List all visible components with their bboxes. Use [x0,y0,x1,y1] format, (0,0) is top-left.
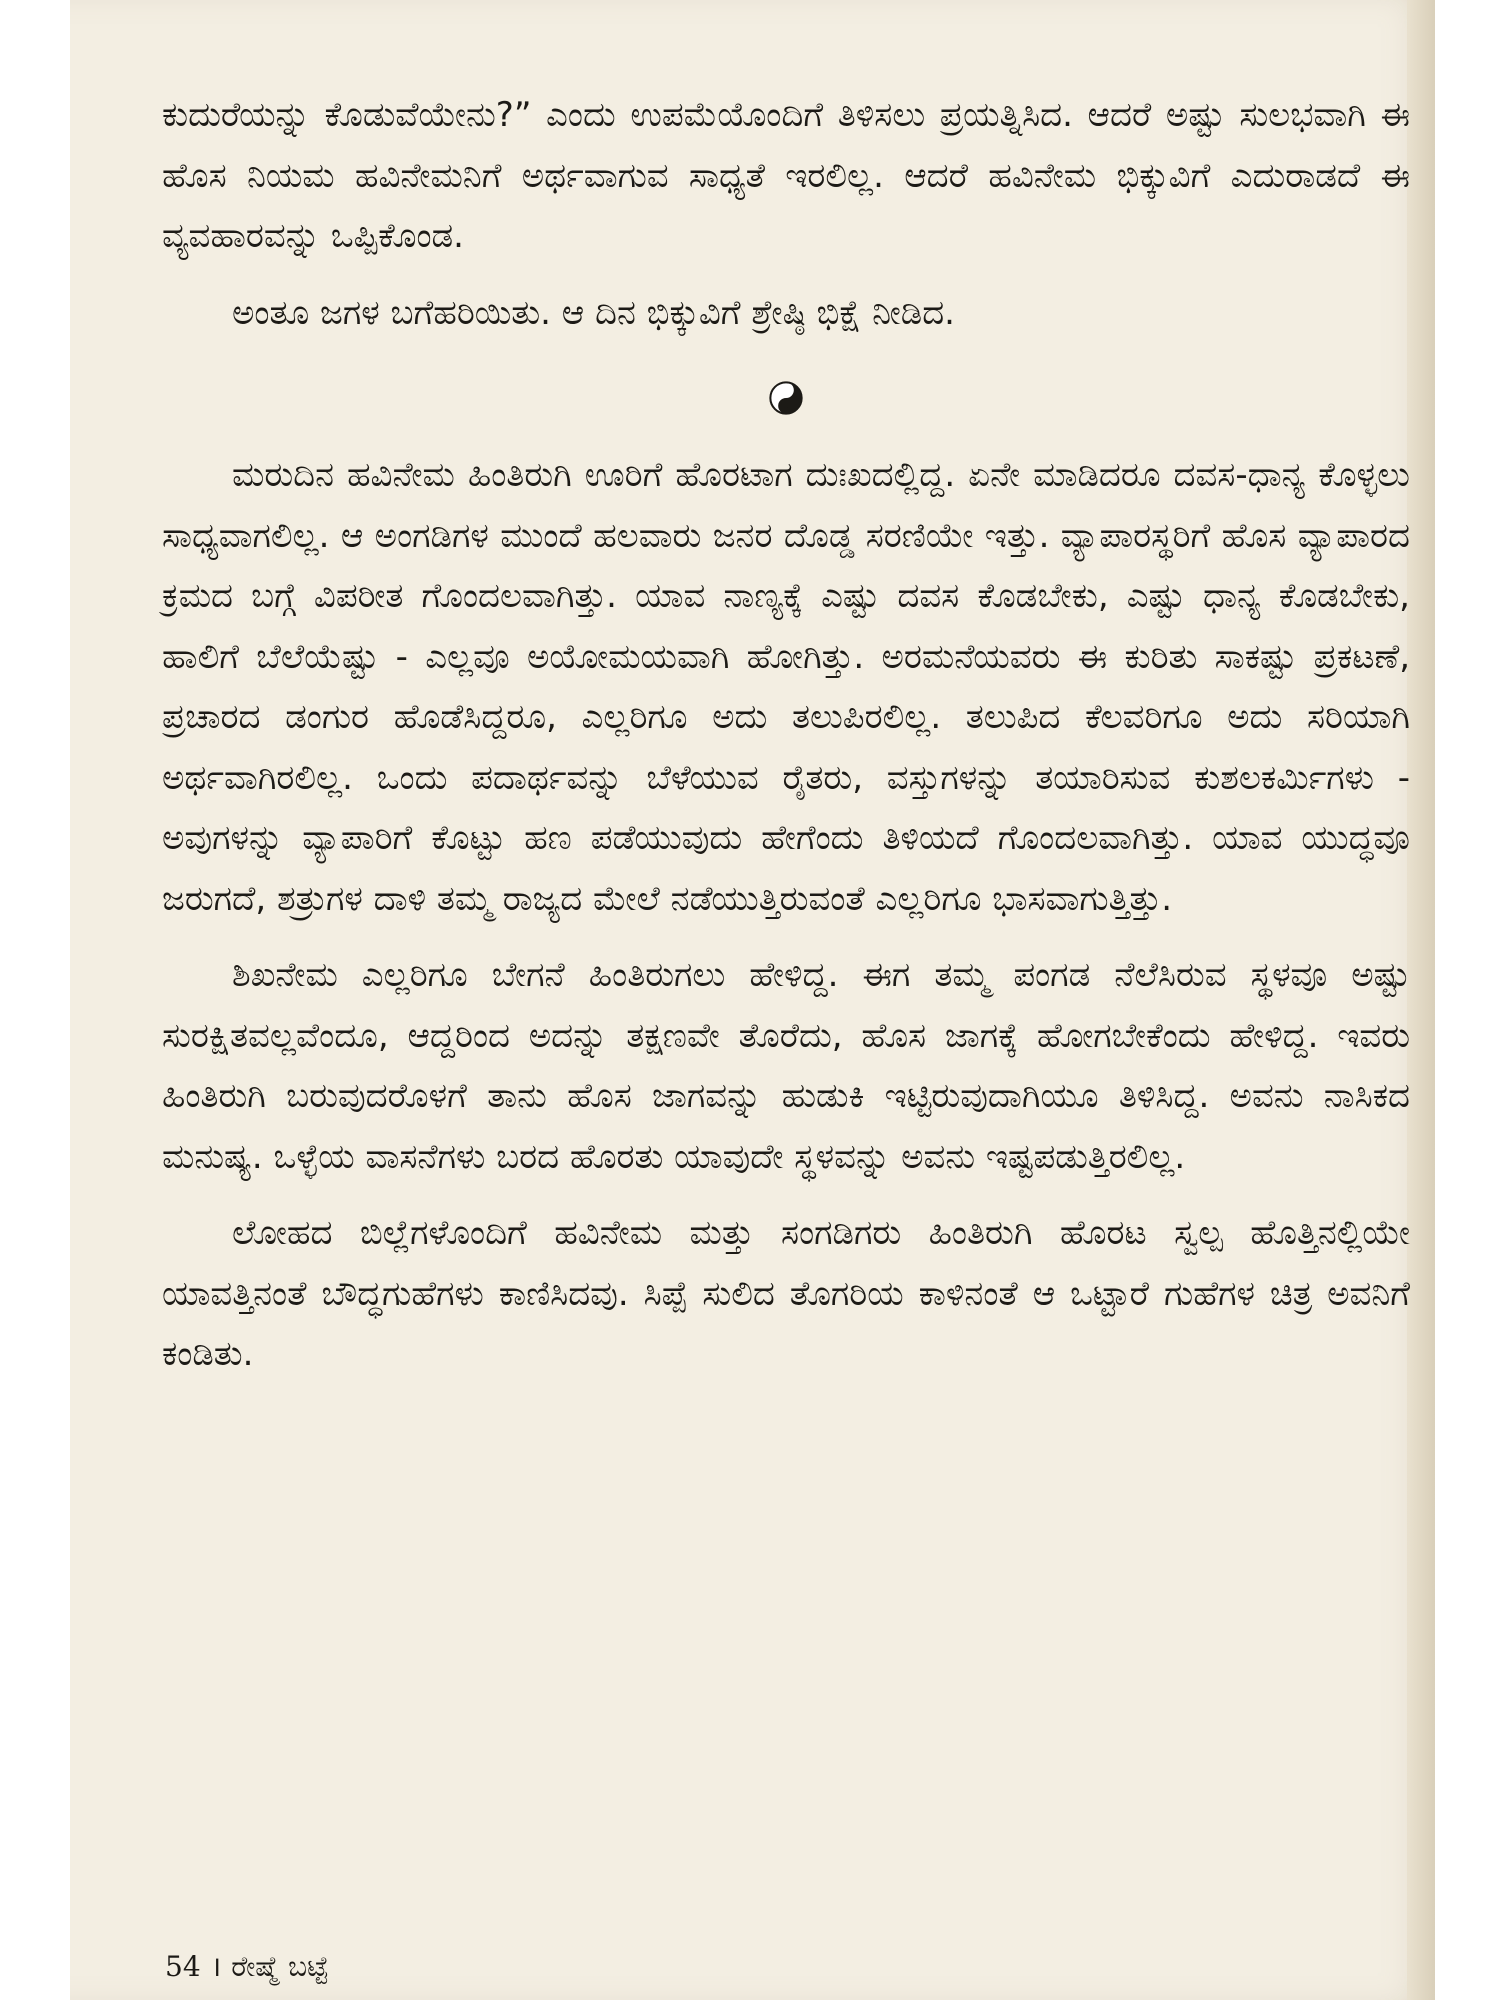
book-page [70,0,1435,2000]
page-number: 54 [165,1950,201,1983]
yin-yang-icon [769,381,803,415]
book-title: ರೇಷ್ಮೆ ಬಟ್ಟೆ [231,1950,329,1983]
footer-separator: । [210,1950,222,1983]
page-body [162,85,1410,1401]
paragraph-3: ಮರುದಿನ ಹವಿನೇಮ ಹಿಂತಿರುಗಿ ಊರಿಗೆ ಹೊರಟಾಗ ದುಃಖದಲ್ಲಿದ್ದ. ಏನೇ ಮಾಡಿದರೂ ದವಸ-ಧಾನ್ಯ ಕೊಳ್ಳಲು ಸಾಧ್ಯವಾಗಲಿಲ್ಲ. ಆ ಅಂಗಡಿಗಳ ಮುಂದೆ ಹಲವಾರು ಜನರ ದೊಡ್ಡ ಸರಣಿಯೇ ಇತ್ತು. ವ್ಯಾಪಾರಸ್ಥರಿಗೆ ಹೊಸ ವ್ಯಾಪಾರದ ಕ್ರಮದ ಬಗ್ಗೆ ವಿಪರೀತ ಗೊಂದಲವಾಗಿತ್ತು. ಯಾವ ನಾಣ್ಯಕ್ಕೆ ಎಷ್ಟು ದವಸ ಕೊಡಬೇಕು, ಎಷ್ಟು ಧಾನ್ಯ ಕೊಡಬೇಕು, ಹಾಲಿಗೆ ಬೆಲೆಯೆಷ್ಟು - ಎಲ್ಲವೂ ಅಯೋಮಯವಾಗಿ ಹೋಗಿತ್ತು. ಅರಮನೆಯವರು ಈ ಕುರಿತು ಸಾಕಷ್ಟು ಪ್ರಕಟಣೆ, ಪ್ರಚಾರದ ಡಂಗುರ ಹೊಡೆಸಿದ್ದರೂ, ಎಲ್ಲರಿಗೂ ಅದು ತಲುಪಿರಲಿಲ್ಲ. ತಲುಪಿದ ಕೆಲವರಿಗೂ ಅದು ಸರಿಯಾಗಿ ಅರ್ಥವಾಗಿರಲಿಲ್ಲ. ಒಂದು ಪದಾರ್ಥವನ್ನು ಬೆಳೆಯುವ ರೈತರು, ವಸ್ತುಗಳನ್ನು ತಯಾರಿಸುವ ಕುಶಲಕರ್ಮಿಗಳು - ಅವುಗಳನ್ನು ವ್ಯಾಪಾರಿಗೆ ಕೊಟ್ಟು ಹಣ ಪಡೆಯುವುದು ಹೇಗೆಂದು ತಿಳಿಯದೆ ಗೊಂದಲವಾಗಿತ್ತು. ಯಾವ ಯುದ್ಧವೂ ಜರುಗದೆ, ಶತ್ರುಗಳ ದಾಳಿ ತಮ್ಮ ರಾಜ್ಯದ ಮೇಲೆ ನಡೆಯುತ್ತಿರುವಂತೆ ಎಲ್ಲರಿಗೂ ಭಾಸವಾಗುತ್ತಿತ್ತು. [162,455,1410,919]
paragraph-2: ಅಂತೂ ಜಗಳ ಬಗೆಹರಿಯಿತು. ಆ ದಿನ ಭಿಕ್ಕುವಿಗೆ ಶ್ರೇಷ್ಠಿ ಭಿಕ್ಷೆ ನೀಡಿದ. [232,292,955,333]
paragraph-5: ಲೋಹದ ಬಿಲ್ಲೆಗಳೊಂದಿಗೆ ಹವಿನೇಮ ಮತ್ತು ಸಂಗಡಿಗರು ಹಿಂತಿರುಗಿ ಹೊರಟ ಸ್ವಲ್ಪ ಹೊತ್ತಿನಲ್ಲಿಯೇ ಯಾವತ್ತಿನಂತೆ ಬೌದ್ಧಗುಹೆಗಳು ಕಾಣಿಸಿದವು. ಸಿಪ್ಪೆ ಸುಲಿದ ತೊಗರಿಯ ಕಾಳಿನಂತೆ ಆ ಒಟ್ಟಾರೆ ಗುಹೆಗಳ ಚಿತ್ರ ಅವನಿಗೆ ಕಂಡಿತು. [162,1213,1410,1374]
paragraph-1: ಕುದುರೆಯನ್ನು ಕೊಡುವೆಯೇನು?” ಎಂದು ಉಪಮೆಯೊಂದಿಗೆ ತಿಳಿಸಲು ಪ್ರಯತ್ನಿಸಿದ. ಆದರೆ ಅಷ್ಟು ಸುಲಭವಾಗಿ ಈ ಹೊಸ ನಿಯಮ ಹವಿನೇಮನಿಗೆ ಅರ್ಥವಾಗುವ ಸಾಧ್ಯತೆ ಇರಲಿಲ್ಲ. ಆದರೆ ಹವಿನೇಮ ಭಿಕ್ಕುವಿಗೆ ಎದುರಾಡದೆ ಈ ವ್ಯವಹಾರವನ್ನು ಒಪ್ಪಿಕೊಂಡ. [162,95,1410,256]
section-divider [162,367,1410,437]
page-edge-shadow [1407,0,1435,2000]
page-footer [165,1950,329,1984]
paragraph-4: ಶಿಖನೇಮ ಎಲ್ಲರಿಗೂ ಬೇಗನೆ ಹಿಂತಿರುಗಲು ಹೇಳಿದ್ದ. ಈಗ ತಮ್ಮ ಪಂಗಡ ನೆಲೆಸಿರುವ ಸ್ಥಳವೂ ಅಷ್ಟು ಸುರಕ್ಷಿತವಲ್ಲವೆಂದೂ, ಆದ್ದರಿಂದ ಅದನ್ನು ತಕ್ಷಣವೇ ತೊರೆದು, ಹೊಸ ಜಾಗಕ್ಕೆ ಹೋಗಬೇಕೆಂದು ಹೇಳಿದ್ದ. ಇವರು ಹಿಂತಿರುಗಿ ಬರುವುದರೊಳಗೆ ತಾನು ಹೊಸ ಜಾಗವನ್ನು ಹುಡುಕಿ ಇಟ್ಟಿರುವುದಾಗಿಯೂ ತಿಳಿಸಿದ್ದ. ಅವನು ನಾಸಿಕದ ಮನುಷ್ಯ. ಒಳ್ಳೆಯ ವಾಸನೆಗಳು ಬರದ ಹೊರತು ಯಾವುದೇ ಸ್ಥಳವನ್ನು ಅವನು ಇಷ್ಟಪಡುತ್ತಿರಲಿಲ್ಲ. [162,955,1410,1177]
